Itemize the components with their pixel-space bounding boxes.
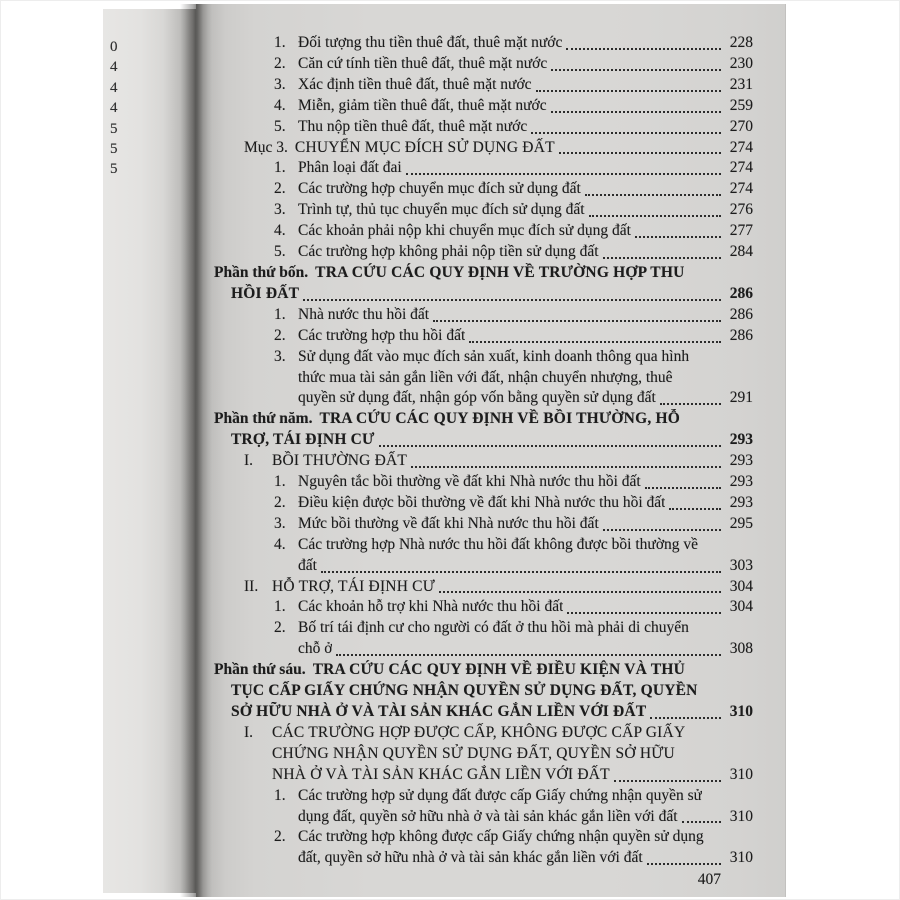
entry-number: 4. xyxy=(274,222,286,240)
toc-entry xyxy=(214,597,753,618)
toc-entry xyxy=(214,347,753,410)
entry-page-ref: 310 xyxy=(729,849,753,867)
entry-text: Đối tượng thu tiền thuê đất, thuê mặt nước xyxy=(298,34,563,51)
entry-text: TỤC CẤP GIẤY CHỨNG NHẬN QUYỀN SỬ DỤNG ĐẤT, QUYỀN xyxy=(231,682,698,700)
entry-page-ref: 304 xyxy=(729,577,753,595)
entry-text: CÁC TRƯỜNG HỢP ĐƯỢC CẤP, KHÔNG ĐƯỢC CẤP GIẤY xyxy=(272,723,686,741)
dot-leader xyxy=(551,69,721,71)
entry-page-ref: 259 xyxy=(729,96,753,114)
toc-entry xyxy=(214,200,753,221)
entry-page-ref: 293 xyxy=(729,493,753,511)
entry-page-ref: 277 xyxy=(729,222,753,240)
dot-leader xyxy=(321,571,721,573)
entry-text: Các trường hợp không phải nộp tiền sử dụng đất xyxy=(298,243,599,261)
toc-section-heading xyxy=(214,138,753,159)
entry-text: BỒI THƯỜNG ĐẤT xyxy=(272,452,408,470)
entry-text: TRA CỨU CÁC QUY ĐỊNH VỀ ĐIỀU KIỆN VÀ THỦ xyxy=(312,661,686,679)
dot-leader xyxy=(567,612,721,614)
left-page-digit: 4 xyxy=(110,59,118,76)
left-page-digit: 4 xyxy=(110,79,118,96)
entry-page-ref: 293 xyxy=(729,431,753,449)
dot-leader xyxy=(603,529,721,531)
entry-page-ref: 274 xyxy=(729,138,753,156)
entry-text: TRỢ, TÁI ĐỊNH CƯ xyxy=(231,431,375,449)
entry-text: chỗ ở xyxy=(298,640,333,658)
left-page-digit: 5 xyxy=(110,141,118,158)
entry-text: Trình tự, thủ tục chuyển mục đích sử dụng đất xyxy=(298,201,585,219)
entry-page-ref: 231 xyxy=(729,75,753,93)
entry-number: 1. xyxy=(274,598,286,616)
toc-entry xyxy=(214,305,753,326)
toc-entry xyxy=(214,158,753,179)
entry-number: I. xyxy=(244,452,254,470)
entry-text: CHUYỂN MỤC ĐÍCH SỬ DỤNG ĐẤT xyxy=(294,138,555,156)
entry-text: HỖ TRỢ, TÁI ĐỊNH CƯ xyxy=(272,577,435,595)
entry-text: dụng đất, quyền sở hữu nhà ở và tài sản khác gắn liền với đất xyxy=(298,807,678,825)
entry-page-ref: 304 xyxy=(729,598,753,616)
entry-page-ref: 274 xyxy=(729,180,753,198)
toc-entry xyxy=(214,179,753,200)
dot-leader xyxy=(647,863,721,865)
toc-entry xyxy=(214,221,753,242)
previous-page-edge xyxy=(103,9,196,893)
toc-subsection-heading xyxy=(214,451,753,472)
entry-text: Các trường hợp chuyển mục đích sử dụng đất xyxy=(298,180,581,198)
entry-page-ref: 270 xyxy=(729,117,753,135)
toc-entry xyxy=(214,96,753,117)
entry-text: CHỨNG NHẬN QUYỀN SỬ DỤNG ĐẤT, QUYỀN SỞ HỮU xyxy=(272,744,675,762)
entry-text: TRA CỨU CÁC QUY ĐỊNH VỀ BỒI THƯỜNG, HỖ xyxy=(319,410,680,428)
entry-text: Nhà nước thu hồi đất xyxy=(298,305,430,323)
dot-leader xyxy=(336,654,721,656)
entry-page-ref: 276 xyxy=(729,201,753,219)
entry-page-ref: 303 xyxy=(729,556,753,574)
dot-leader xyxy=(650,717,721,719)
entry-number: 1. xyxy=(274,34,286,51)
entry-text: Bố trí tái định cư cho người có đất ở thu hồi mà phải di chuyển xyxy=(298,619,689,637)
entry-number: 3. xyxy=(274,75,286,93)
toc-part-heading xyxy=(214,409,753,451)
entry-text: đất xyxy=(298,556,317,574)
entry-text: Nguyên tắc bồi thường về đất khi Nhà nước thu hồi đất xyxy=(298,473,641,491)
dot-leader xyxy=(411,466,721,468)
entry-number: II. xyxy=(244,577,259,595)
entry-text: Các khoản hỗ trợ khi Nhà nước thu hồi đất xyxy=(298,598,564,616)
dot-leader xyxy=(406,173,721,175)
entry-number: 3. xyxy=(274,201,286,219)
entry-text: Các khoản phải nộp khi chuyển mục đích sử dụng đất xyxy=(298,222,631,240)
left-page-digit: 5 xyxy=(110,120,118,137)
entry-page-ref: 274 xyxy=(729,159,753,177)
entry-page-ref: 286 xyxy=(729,326,753,344)
toc-entry xyxy=(214,242,753,263)
dot-leader xyxy=(635,236,721,238)
entry-text: Căn cứ tính tiền thuê đất, thuê mặt nước xyxy=(298,54,548,72)
entry-text: Phân loại đất đai xyxy=(298,159,402,177)
dot-leader xyxy=(379,445,721,447)
entry-number: Phần thứ năm. xyxy=(214,410,313,428)
toc-entry xyxy=(214,75,753,96)
entry-text: Thu nộp tiền thuê đất, thuê mặt nước xyxy=(298,117,528,135)
entry-page-ref: 286 xyxy=(729,305,753,323)
toc-part-heading xyxy=(214,660,753,723)
entry-number: 4. xyxy=(274,96,286,114)
entry-number: 3. xyxy=(274,514,286,532)
entry-text: Các trường hợp Nhà nước thu hồi đất không được bồi thường về xyxy=(298,535,699,553)
entry-text: Miễn, giảm tiền thuê đất, thuê mặt nước xyxy=(298,96,547,114)
entry-number: 2. xyxy=(274,493,286,511)
toc-entry xyxy=(214,827,753,869)
entry-number: 5. xyxy=(274,243,286,261)
entry-page-ref: 310 xyxy=(729,703,753,720)
dot-leader xyxy=(433,320,721,322)
dot-leader xyxy=(536,90,721,92)
entry-number: 3. xyxy=(274,347,286,365)
toc-entry xyxy=(214,514,753,535)
entry-page-ref: 308 xyxy=(729,640,753,658)
entry-number: 2. xyxy=(274,54,286,72)
entry-number: Phần thứ sáu. xyxy=(214,661,306,679)
entry-text: Các trường hợp sử dụng đất được cấp Giấy chứng nhận quyền sử xyxy=(298,786,703,804)
entry-text: thức mua tài sản gắn liền với đất, nhận chuyển nhượng, thuê xyxy=(298,368,673,386)
entry-page-ref: 293 xyxy=(729,452,753,470)
toc-entry xyxy=(214,326,753,347)
entry-text: TRA CỨU CÁC QUY ĐỊNH VỀ TRƯỜNG HỢP THU xyxy=(315,263,685,281)
dot-leader xyxy=(439,591,721,593)
entry-number: 2. xyxy=(274,180,286,198)
dot-leader xyxy=(559,152,721,154)
toc-page xyxy=(196,4,786,897)
entry-page-ref: 286 xyxy=(729,284,753,302)
entry-page-ref: 291 xyxy=(729,389,753,407)
entry-text: Điều kiện được bồi thường về đất khi Nhà nước thu hồi đất xyxy=(298,493,666,511)
dot-leader xyxy=(682,821,721,823)
previous-page-numbers xyxy=(110,37,118,180)
dot-leader xyxy=(669,508,721,510)
entry-page-ref: 284 xyxy=(729,243,753,261)
entry-page-ref: 310 xyxy=(729,807,753,825)
entry-text: Các trường hợp thu hồi đất xyxy=(298,326,466,344)
left-page-digit: 5 xyxy=(110,161,118,178)
table-of-contents xyxy=(196,4,785,891)
left-page-digit: 0 xyxy=(110,39,118,55)
toc-subsection-heading xyxy=(214,723,753,786)
entry-text: NHÀ Ở VÀ TÀI SẢN KHÁC GẮN LIỀN VỚI ĐẤT xyxy=(272,765,610,783)
dot-leader xyxy=(469,341,721,343)
entry-number: 2. xyxy=(274,828,286,846)
entry-number: 1. xyxy=(274,159,286,177)
entry-text: Các trường hợp không được cấp Giấy chứng nhận quyền sử dụng xyxy=(298,828,704,846)
entry-page-ref: 228 xyxy=(729,34,753,51)
entry-text: SỞ HỮU NHÀ Ở VÀ TÀI SẢN KHÁC GẮN LIỀN VỚI ĐẤT xyxy=(231,703,647,720)
dot-leader xyxy=(660,403,721,405)
entry-number: 2. xyxy=(274,619,286,637)
entry-number: 1. xyxy=(274,473,286,491)
dot-leader xyxy=(589,215,721,217)
dot-leader xyxy=(614,780,721,782)
toc-entry xyxy=(214,786,753,828)
dot-leader xyxy=(645,487,721,489)
dot-leader xyxy=(303,299,721,301)
left-page-digit: 4 xyxy=(110,100,118,117)
toc-subsection-heading xyxy=(214,577,753,598)
entry-number: 1. xyxy=(274,786,286,804)
toc-entry xyxy=(214,117,753,138)
entry-page-ref: 295 xyxy=(729,514,753,532)
dot-leader xyxy=(531,132,721,134)
dot-leader xyxy=(566,48,721,50)
entry-text: Sử dụng đất vào mục đích sản xuất, kinh doanh thông qua hình xyxy=(298,347,690,365)
toc-entry xyxy=(214,535,753,577)
entry-number: 4. xyxy=(274,535,286,553)
toc-part-heading xyxy=(214,263,753,305)
footer-page-number: 407 xyxy=(697,871,721,889)
entry-number: Phần thứ bốn. xyxy=(214,263,309,281)
dot-leader xyxy=(551,111,721,113)
toc-entry xyxy=(214,33,753,54)
entry-number: Mục 3. xyxy=(244,138,288,156)
entry-text: quyền sử dụng đất, nhận góp vốn bằng quyền sử dụng đất xyxy=(298,389,656,407)
entry-page-ref: 293 xyxy=(729,473,753,491)
toc-entry xyxy=(214,54,753,75)
toc-entry xyxy=(214,618,753,660)
entry-page-ref: 230 xyxy=(729,54,753,72)
entry-number: 5. xyxy=(274,117,286,135)
entry-text: Xác định tiền thuê đất, thuê mặt nước xyxy=(298,75,532,93)
entry-number: 1. xyxy=(274,305,286,323)
toc-entry xyxy=(214,472,753,493)
entry-number: I. xyxy=(244,723,254,741)
entry-page-ref: 310 xyxy=(729,765,753,783)
entry-text: HỒI ĐẤT xyxy=(231,284,300,302)
dot-leader xyxy=(603,257,721,259)
entry-text: Mức bồi thường về đất khi Nhà nước thu hồi đất xyxy=(298,514,599,532)
toc-entry xyxy=(214,493,753,514)
dot-leader xyxy=(585,194,721,196)
entry-number: 2. xyxy=(274,326,286,344)
entry-text: đất, quyền sở hữu nhà ở và tài sản khác gắn liền với đất xyxy=(298,849,643,867)
